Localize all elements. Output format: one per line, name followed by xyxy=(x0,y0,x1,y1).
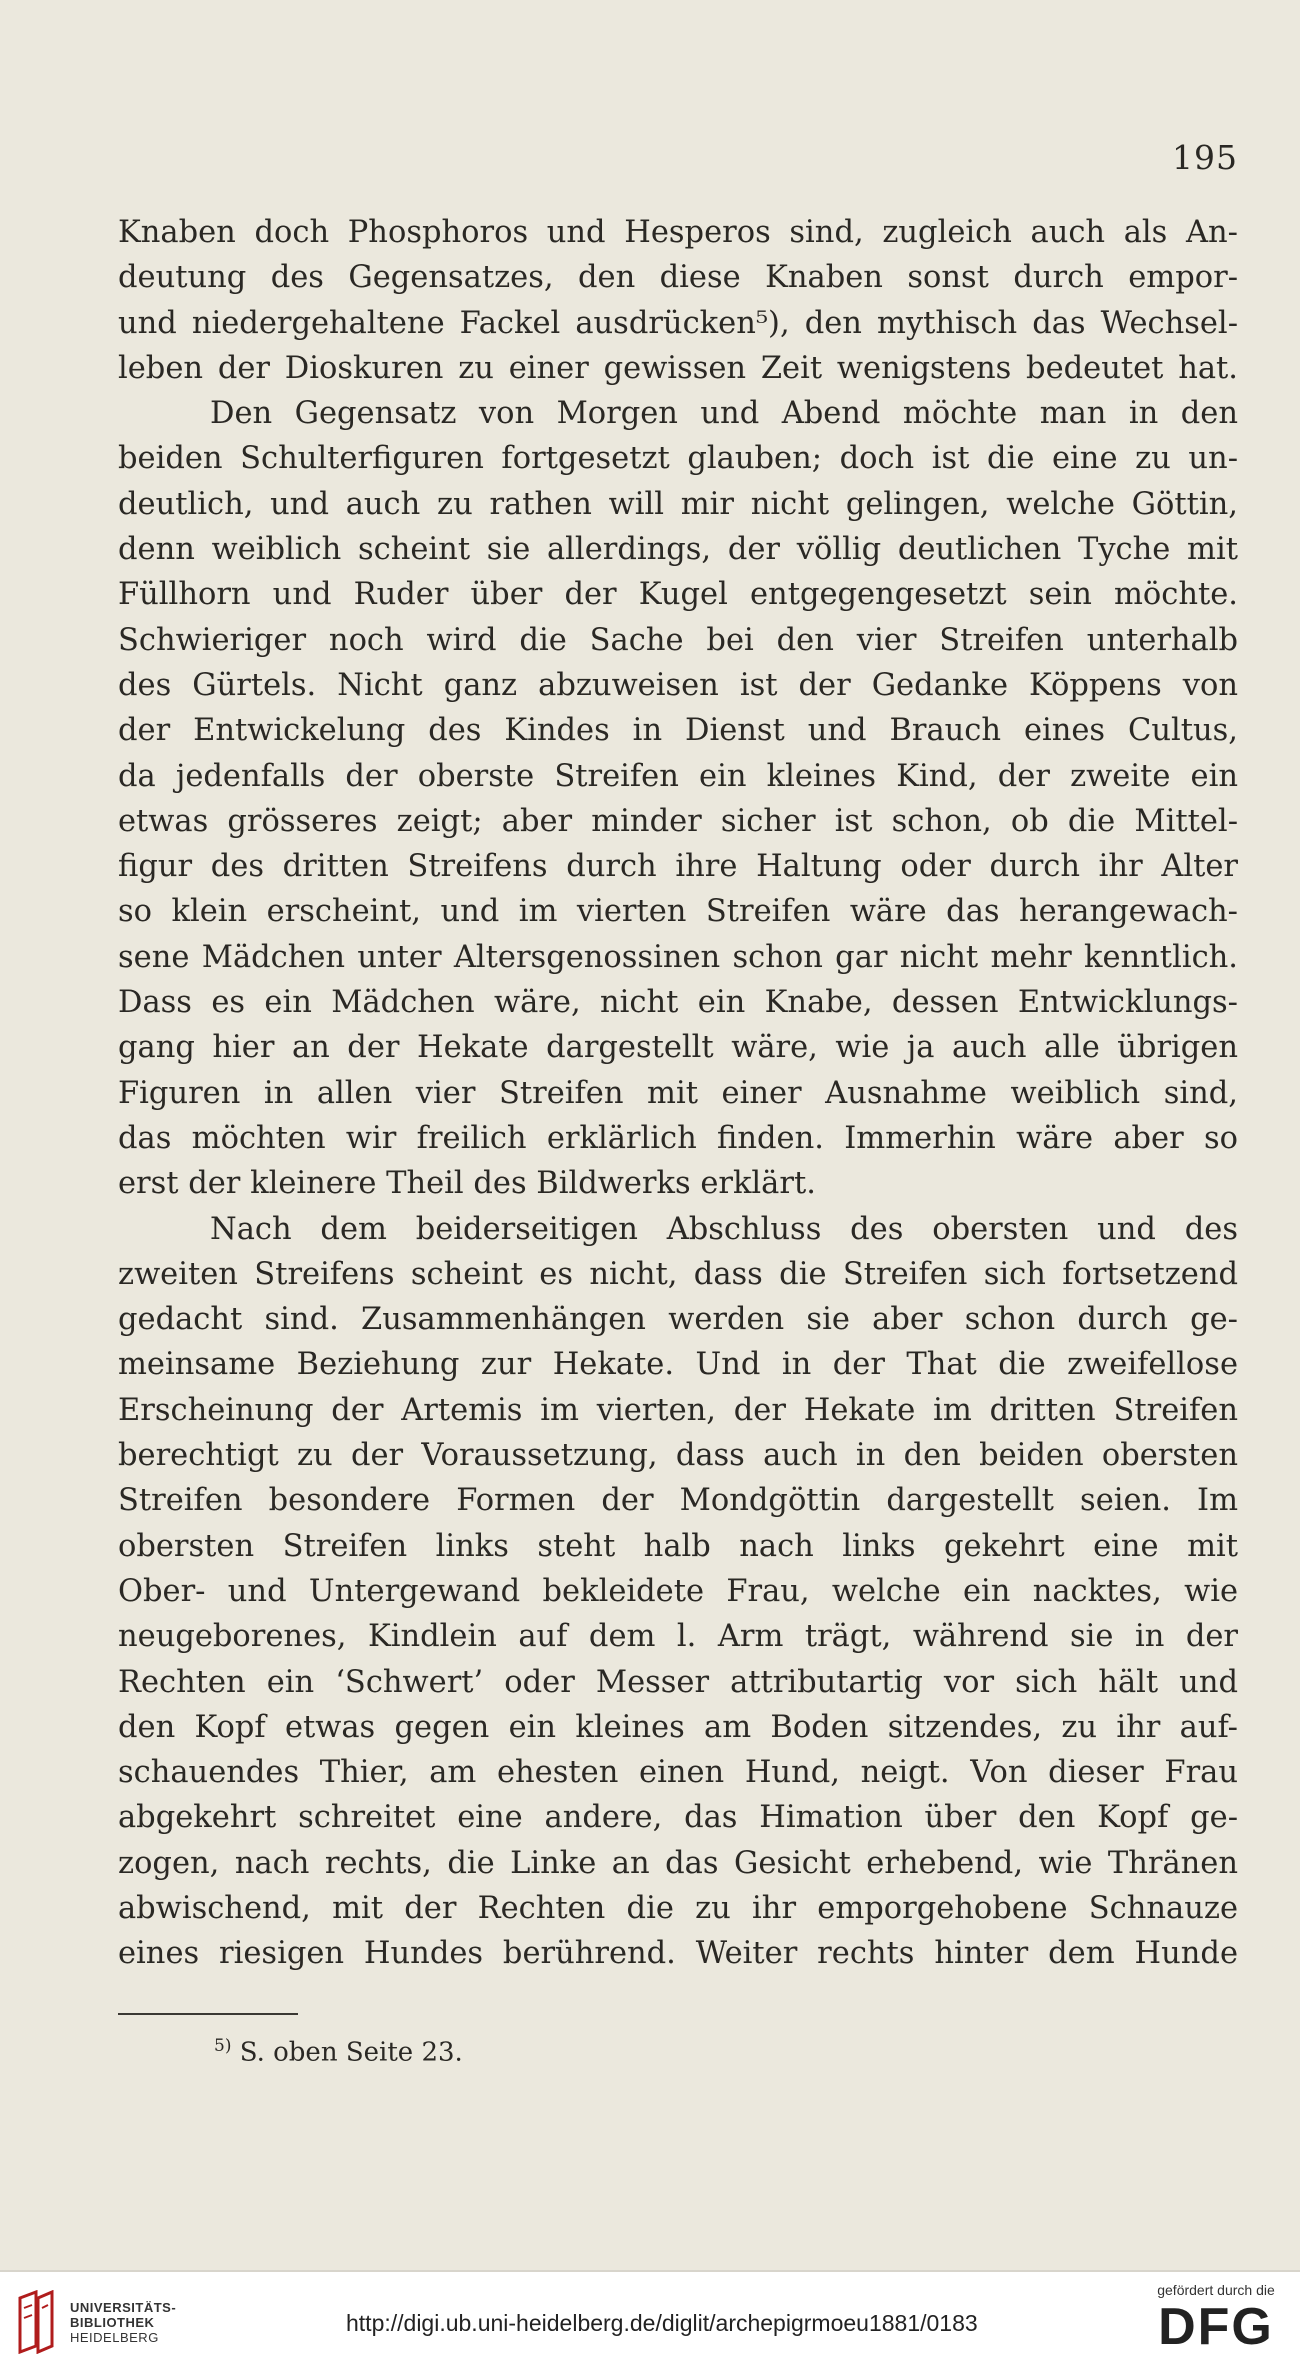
text-line: beiden Schulterfiguren fortgesetzt glauben; doch ist die eine zu un- xyxy=(118,441,1238,477)
page-number: 195 xyxy=(1172,138,1238,177)
text-line: deutung des Gegensatzes, den diese Knaben sonst durch empor- xyxy=(118,260,1238,296)
text-line: neugeborenes, Kindlein auf dem l. Arm trägt, während sie in der xyxy=(118,1619,1238,1655)
footnote-mark: 5) xyxy=(214,2036,232,2056)
text-line: und niedergehaltene Fackel ausdrücken⁵), den mythisch das Wechsel- xyxy=(118,305,1238,341)
text-line: Dass es ein Mädchen wäre, nicht ein Knabe, dessen Entwicklungs- xyxy=(118,985,1238,1021)
text-line: Figuren in allen vier Streifen mit einer Ausnahme weiblich sind, xyxy=(118,1075,1238,1111)
text-line: gang hier an der Hekate dargestellt wäre, wie ja auch alle übrigen xyxy=(118,1030,1238,1066)
text-line: erst der kleinere Theil des Bildwerks erklärt. xyxy=(118,1166,816,1202)
library-name xyxy=(70,2300,176,2345)
text-line: da jedenfalls der oberste Streifen ein kleines Kind, der zweite ein xyxy=(118,758,1238,794)
text-line: abwischend, mit der Rechten die zu ihr emporgehobene Schnauze xyxy=(118,1890,1238,1926)
text-line: gedacht sind. Zusammenhängen werden sie aber schon durch ge- xyxy=(118,1302,1238,1338)
text-line: des Gürtels. Nicht ganz abzuweisen ist der Gedanke Köppens von xyxy=(118,667,1238,703)
text-line: Den Gegensatz von Morgen und Abend möchte man in den xyxy=(210,396,1238,432)
funder-credit xyxy=(1146,2282,1286,2356)
text-line: zogen, nach rechts, die Linke an das Gesicht erhebend, wie Thränen xyxy=(118,1845,1238,1881)
text-line: Schwieriger noch wird die Sache bei den vier Streifen unterhalb xyxy=(118,622,1238,658)
text-line: Nach dem beiderseitigen Abschluss des obersten und des xyxy=(210,1211,1238,1247)
text-line: zweiten Streifens scheint es nicht, dass die Streifen sich fortsetzend xyxy=(118,1256,1238,1292)
footnote xyxy=(214,2036,463,2068)
text-line: schauendes Thier, am ehesten einen Hund, neigt. Von dieser Frau xyxy=(118,1755,1238,1791)
text-line: den Kopf etwas gegen ein kleines am Boden sitzendes, zu ihr auf- xyxy=(118,1709,1238,1745)
text-line: Erscheinung der Artemis im vierten, der Hekate im dritten Streifen xyxy=(118,1392,1238,1428)
university-library-logo-icon xyxy=(14,2290,58,2354)
text-line: Knaben doch Phosphoros und Hesperos sind, zugleich auch als An- xyxy=(118,215,1238,250)
footnote-text: S. oben Seite 23. xyxy=(239,2037,463,2068)
text-line: Ober- und Untergewand bekleidete Frau, welche ein nacktes, wie xyxy=(118,1573,1238,1609)
text-line: Rechten ein ‘Schwert’ oder Messer attributartig vor sich hält und xyxy=(118,1664,1238,1700)
text-line: obersten Streifen links steht halb nach links gekehrt eine mit xyxy=(118,1528,1238,1564)
footnote-rule xyxy=(118,2013,298,2015)
library-line: UNIVERSITÄTS- xyxy=(70,2300,177,2315)
body-text xyxy=(118,210,1238,1977)
text-line: meinsame Beziehung zur Hekate. Und in der That die zweifellose xyxy=(118,1347,1238,1383)
text-line: denn weiblich scheint sie allerdings, der völlig deutlichen Tyche mit xyxy=(118,532,1238,568)
text-line: berechtigt zu der Voraussetzung, dass auch in den beiden obersten xyxy=(118,1438,1238,1474)
text-line: Streifen besondere Formen der Mondgöttin dargestellt seien. Im xyxy=(118,1483,1238,1519)
text-line: deutlich, und auch zu rathen will mir nicht gelingen, welche Göttin, xyxy=(118,486,1238,522)
permalink-url[interactable]: http://digi.ub.uni-heidelberg.de/diglit/archepigrmoeu1881/0183 xyxy=(346,2310,978,2336)
library-line: HEIDELBERG xyxy=(70,2330,159,2345)
text-line: etwas grösseres zeigt; aber minder sicher ist schon, ob die Mittel- xyxy=(118,803,1238,839)
library-line: BIBLIOTHEK xyxy=(70,2315,155,2330)
text-line: leben der Dioskuren zu einer gewissen Zeit wenigstens bedeutet hat. xyxy=(118,350,1238,386)
text-line: eines riesigen Hundes berührend. Weiter rechts hinter dem Hunde xyxy=(118,1936,1238,1972)
viewer-footer xyxy=(0,2270,1300,2373)
text-line: Füllhorn und Ruder über der Kugel entgegengesetzt sein möchte. xyxy=(118,577,1238,613)
text-line: sene Mädchen unter Altersgenossinen schon gar nicht mehr kenntlich. xyxy=(118,939,1238,975)
text-line: der Entwickelung des Kindes in Dienst und Brauch eines Cultus, xyxy=(118,713,1238,749)
text-line: abgekehrt schreitet eine andere, das Himation über den Kopf ge- xyxy=(118,1800,1238,1836)
funded-by-label: gefördert durch die xyxy=(1157,2282,1275,2298)
dfg-logo: DFG xyxy=(1158,2298,1274,2356)
text-line: so klein erscheint, und im vierten Streifen wäre das herangewach- xyxy=(118,894,1238,930)
text-line: figur des dritten Streifens durch ihre Haltung oder durch ihr Alter xyxy=(118,849,1238,885)
text-line: das möchten wir freilich erklärlich finden. Immerhin wäre aber so xyxy=(118,1120,1238,1156)
